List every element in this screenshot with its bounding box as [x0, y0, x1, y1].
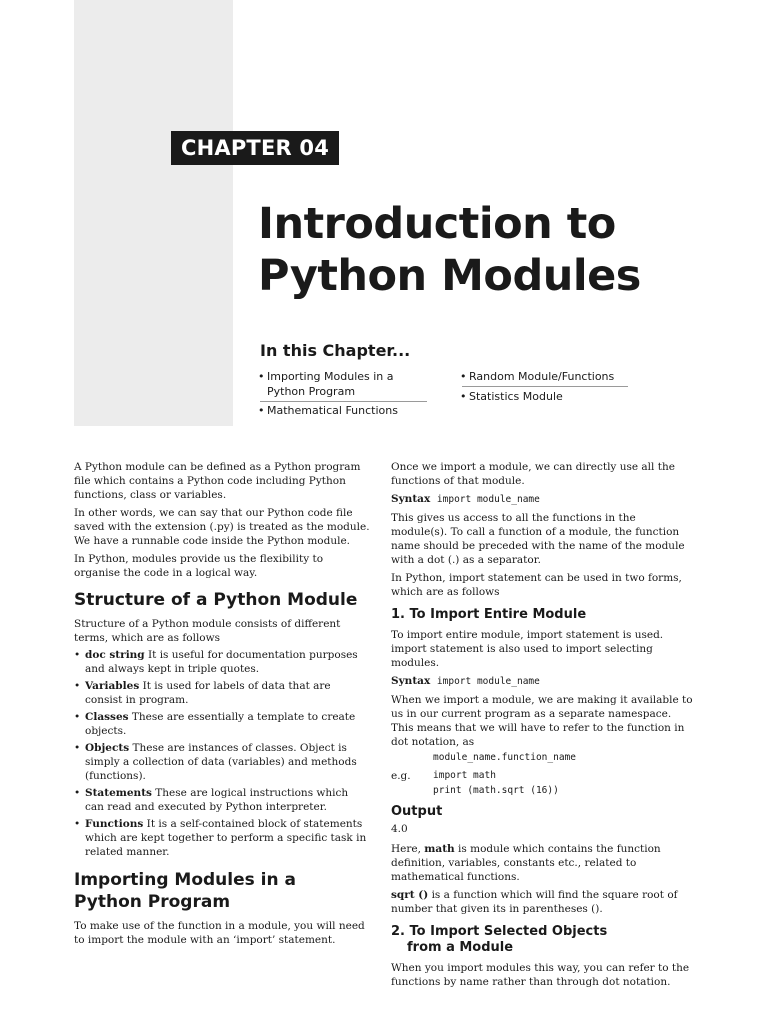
- bullet-icon: •: [74, 742, 81, 754]
- toc-divider: [462, 386, 628, 387]
- import-paragraph-2: This gives us access to all the functions in the module(s). To call a function of a module, the function name should be preceded with the name of the module with a dot (.) as a separator.: [391, 512, 685, 566]
- left-column: [74, 460, 370, 951]
- bullet-icon: •: [74, 711, 81, 723]
- structure-heading: Structure of a Python Module: [74, 590, 358, 610]
- bullet-icon: •: [74, 818, 81, 830]
- dot-notation-code: module_name.function_name: [433, 752, 576, 763]
- import-selected-paragraph: When you import modules this way, you can refer to the functions by name rather than through dot notation.: [391, 962, 690, 988]
- output-heading: Output: [391, 804, 443, 819]
- import-entire-paragraph: To import entire module, import statement is used. import statement is also used to import selecting modules.: [391, 629, 664, 669]
- bullet-statements: • Statements These are logical instructions which can read and executed by Python interpreter.: [74, 787, 349, 813]
- bullet-icon: •: [460, 370, 467, 383]
- bullet-functions: • Functions It is a self-contained block of statements which are kept together to perform a specific task in related manner.: [74, 818, 367, 858]
- bullet-doc-string: • doc string It is useful for documentation purposes and always kept in triple quotes.: [74, 649, 358, 675]
- syntax-line-1: Syntax import module_name: [391, 493, 540, 505]
- example-code-line-1: import math: [433, 770, 496, 781]
- sqrt-explanation: sqrt () is a function which will find the square root of number that given its in parentheses ().: [391, 889, 678, 915]
- example-label: e.g.: [391, 770, 411, 782]
- toc-item-mathematical-functions: • Mathematical Functions: [258, 404, 398, 417]
- toc-heading: In this Chapter...: [260, 341, 411, 360]
- chapter-badge: CHAPTER 04: [171, 131, 339, 165]
- bullet-icon: •: [258, 404, 265, 417]
- bullet-objects: • Objects These are instances of classes. Object is simply a collection of data (variables) and methods (functions).: [74, 742, 357, 782]
- intro-paragraph-3: In Python, modules provide us the flexibility to organise the code in a logical way.: [74, 553, 324, 579]
- bullet-classes: • Classes These are essentially a template to create objects.: [74, 711, 356, 737]
- toc-item-statistics-module: • Statistics Module: [460, 390, 563, 403]
- bullet-icon: •: [74, 649, 81, 661]
- math-explanation: Here, math is module which contains the function definition, variables, constants etc., related to mathematical functions.: [391, 843, 661, 883]
- bullet-icon: •: [74, 787, 81, 799]
- structure-intro: Structure of a Python module consists of different terms, which are as follows: [74, 618, 341, 644]
- bullet-icon: •: [74, 680, 81, 692]
- right-column: [391, 460, 693, 993]
- example-code-line-2: print (math.sqrt (16)): [433, 785, 559, 796]
- bullet-variables: • Variables It is used for labels of data that are consist in program.: [74, 680, 331, 706]
- chapter-title-line-2: Python Modules: [258, 251, 641, 301]
- import-entire-module-heading: 1. To Import Entire Module: [391, 607, 587, 622]
- toc-divider: [260, 401, 427, 402]
- chapter-sidebar-band: [74, 0, 233, 426]
- importing-modules-heading: Importing Modules in a Python Program: [74, 870, 296, 912]
- intro-paragraph-1: A Python module can be defined as a Python program file which contains a Python code including Python functions, class or variables.: [74, 461, 361, 501]
- import-paragraph-1: Once we import a module, we can directly use all the functions of that module.: [391, 461, 675, 487]
- bullet-icon: •: [258, 370, 265, 383]
- example-code-block: [391, 769, 693, 798]
- toc-item-random-module: • Random Module/Functions: [460, 370, 615, 383]
- import-paragraph-3: In Python, import statement can be used in two forms, which are as follows: [391, 572, 682, 598]
- chapter-title: [258, 198, 641, 302]
- syntax-line-2: Syntax import module_name: [391, 675, 540, 687]
- import-selected-objects-heading: 2. To Import Selected Objects from a Module: [391, 924, 608, 955]
- toc-item-importing-modules: • Importing Modules in a Python Program: [258, 370, 394, 398]
- namespace-paragraph: When we import a module, we are making it available to us in our current program as a separate namespace. This means that we will have to refer to the function in dot notation, as: [391, 694, 693, 748]
- importing-modules-paragraph: To make use of the function in a module, you will need to import the module with an ‘import’ statement.: [74, 920, 365, 946]
- intro-paragraph-2: In other words, we can say that our Python code file saved with the extension (.py) is treated as the module. We have a runnable code inside the Python module.: [74, 507, 370, 547]
- chapter-title-line-1: Introduction to: [258, 199, 616, 249]
- output-value: 4.0: [391, 823, 408, 835]
- bullet-icon: •: [460, 390, 467, 403]
